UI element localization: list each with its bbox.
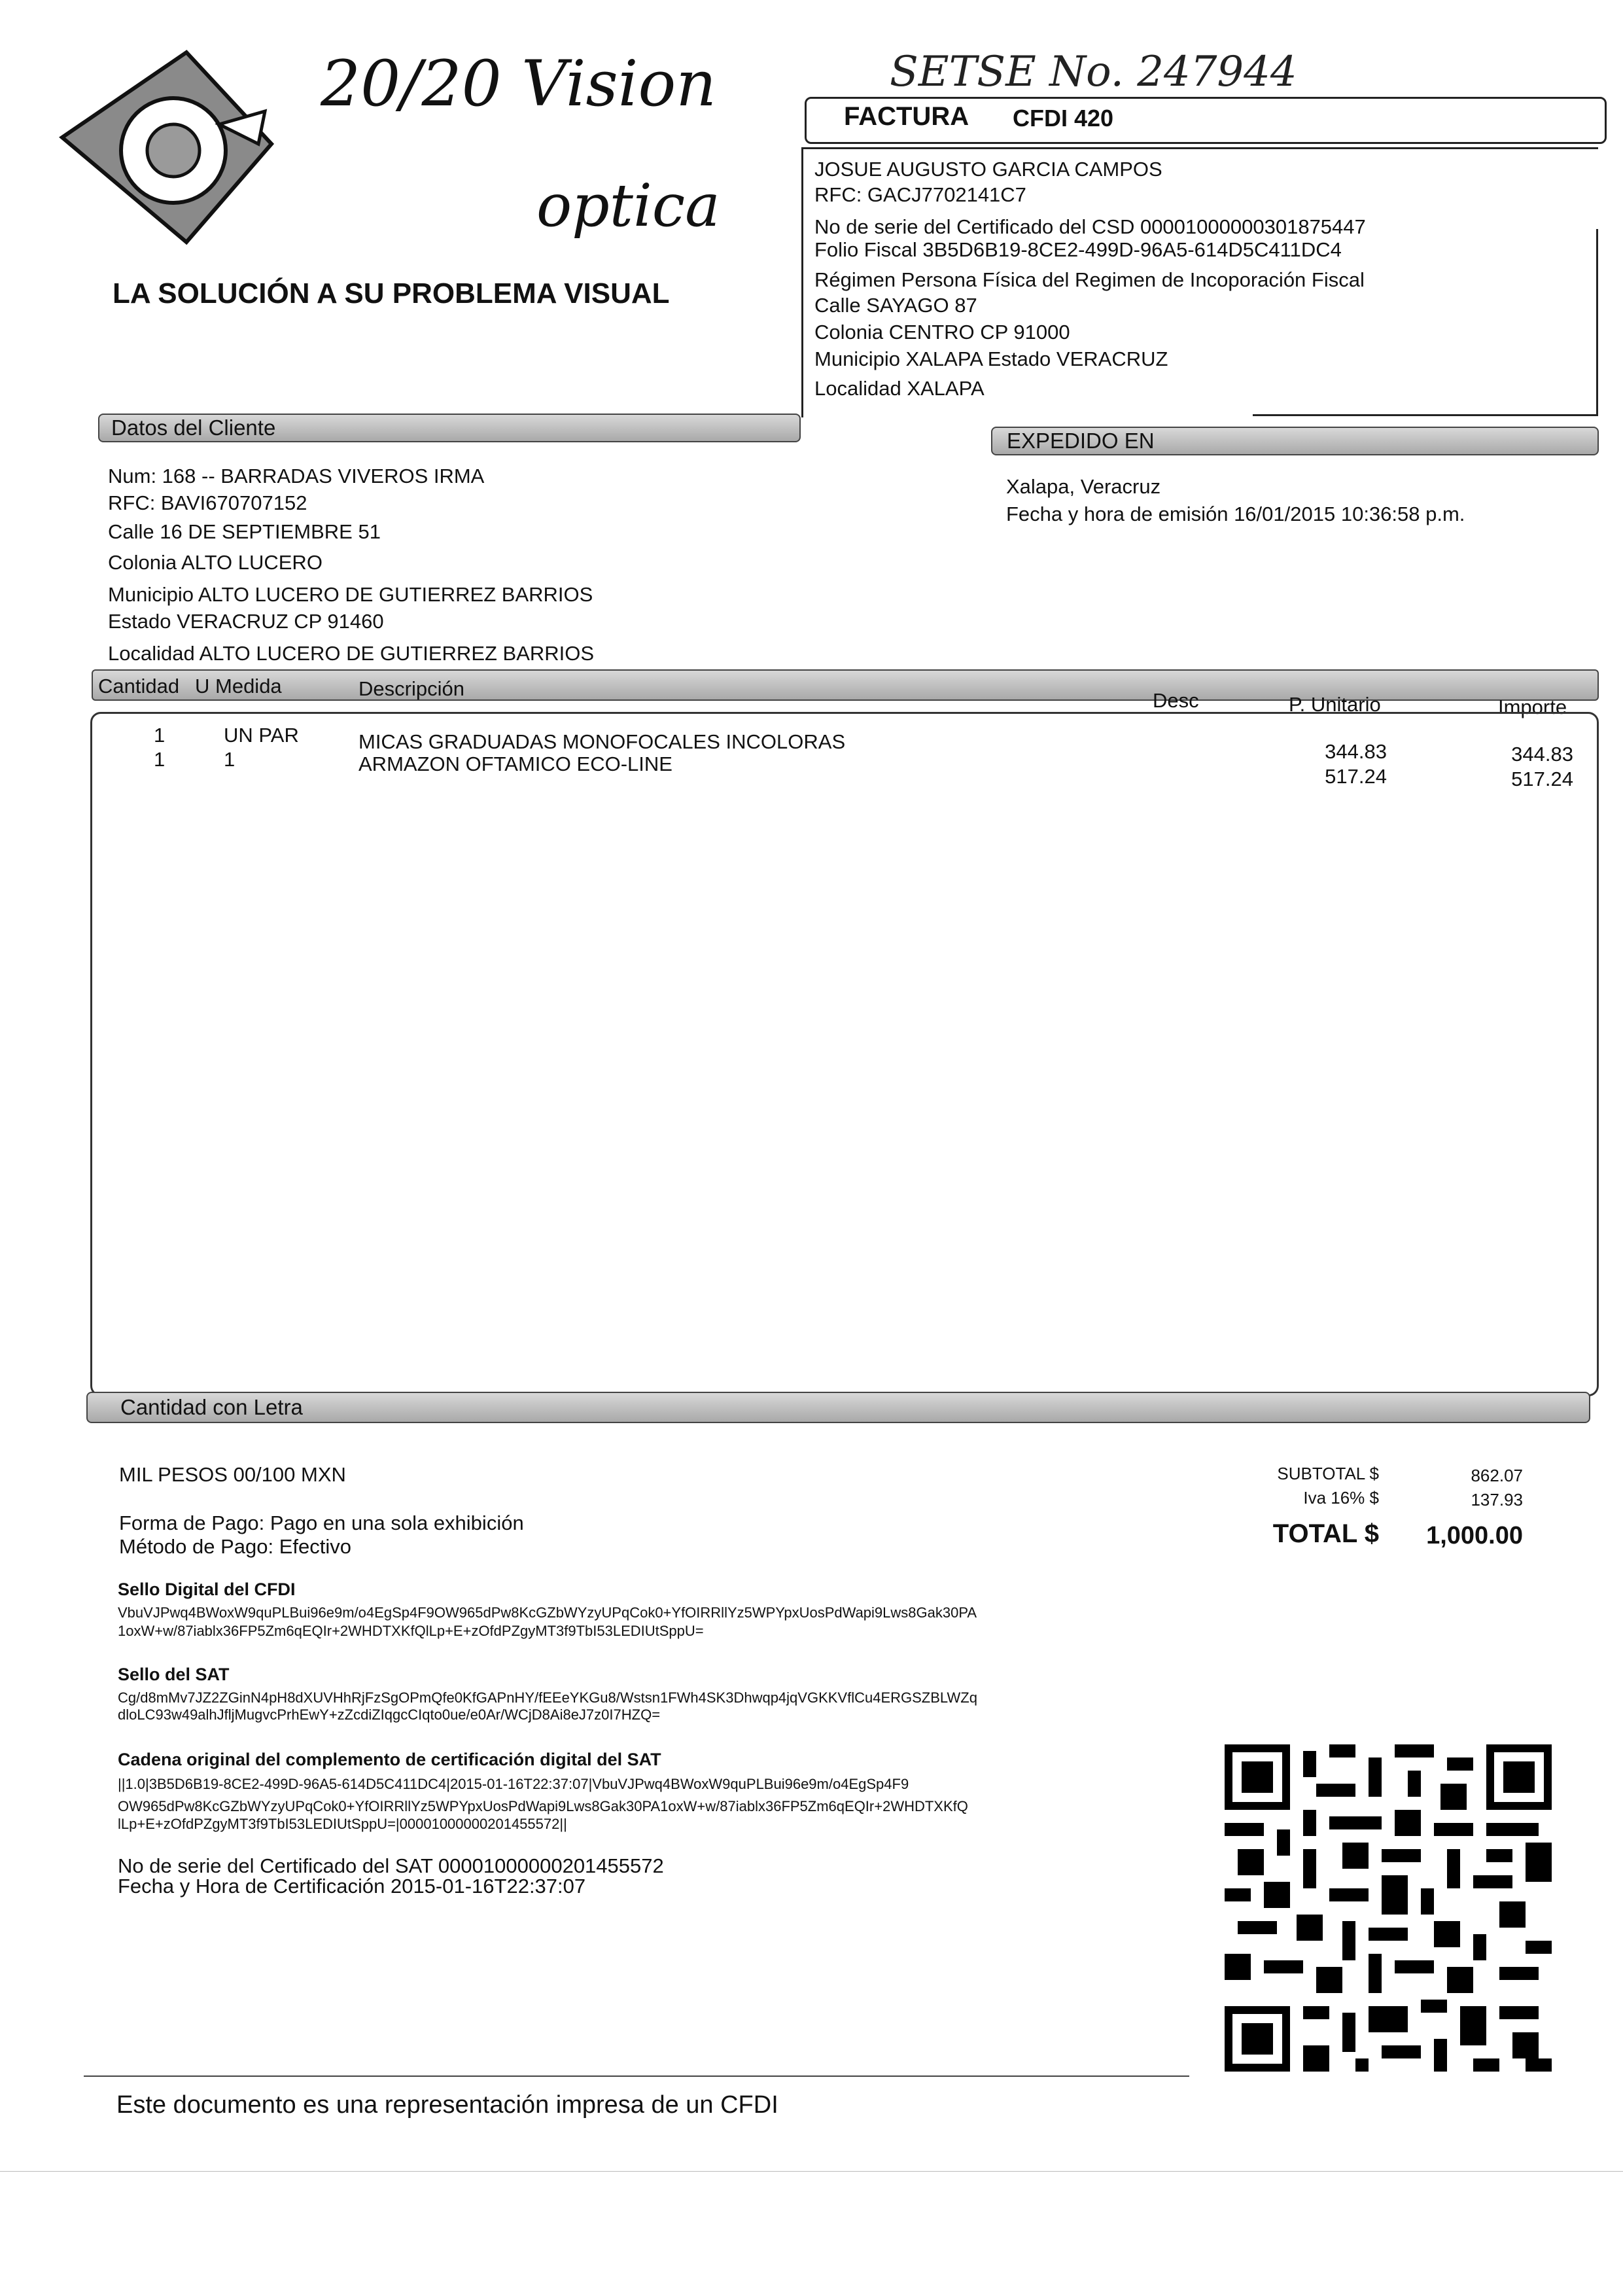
issuer-rfc: RFC: GACJ7702141C7 (814, 183, 1026, 206)
cert-serie: No de serie del Certificado del SAT 00001000000201455572 (118, 1854, 664, 1877)
client-num: Num: 168 -- BARRADAS VIVEROS IRMA (108, 465, 485, 487)
row1-importe: 344.83 (1511, 743, 1573, 766)
sello-cfdi-line1: VbuVJPwq4BWoxW9quPLBui96e9m/o4EgSp4F9OW965dPw8KcGZbWYzyUPqCok0+YfOIRRllYz5WPYpxUosPdWapi9Lws8Gak30PA (118, 1604, 977, 1621)
row2-descripcion: ARMAZON OFTAMICO ECO-LINE (358, 752, 672, 775)
client-rfc: RFC: BAVI670707152 (108, 491, 307, 514)
col-desc: Desc (1153, 689, 1199, 712)
issuer-colonia: Colonia CENTRO CP 91000 (814, 321, 1070, 344)
expedido-title: EXPEDIDO EN (1007, 429, 1155, 453)
col-punitario: P. Unitario (1289, 693, 1381, 716)
col-cantidad: Cantidad (98, 675, 180, 698)
footer-divider (84, 2075, 1189, 2077)
issuer-folio: Folio Fiscal 3B5D6B19-8CE2-499D-96A5-614D5C411DC4 (814, 238, 1342, 261)
sello-cfdi-line2: 1oxW+w/87iablx36FP5Zm6qEQIr+2WHDTXKfQlLp+E+zOfdPZgyMT3f9TbI53LEDIUtSppU= (118, 1623, 704, 1639)
row1-punitario: 344.83 (1325, 740, 1387, 763)
client-localidad: Localidad ALTO LUCERO DE GUTIERREZ BARRIOS (108, 642, 595, 665)
total-label: TOTAL $ (1272, 1519, 1379, 1548)
issuer-name: JOSUE AUGUSTO GARCIA CAMPOS (814, 158, 1162, 181)
client-section-bar (98, 414, 801, 442)
footer-text: Este documento es una representación impresa de un CFDI (116, 2091, 778, 2119)
row2-importe: 517.24 (1511, 768, 1573, 790)
amount-words-bar (86, 1392, 1590, 1423)
amount-words-title: Cantidad con Letra (120, 1395, 303, 1419)
row1-umedida: UN PAR (224, 724, 299, 747)
client-calle: Calle 16 DE SEPTIEMBRE 51 (108, 520, 381, 543)
expedido-section-bar (991, 427, 1599, 455)
row2-umedida: 1 (224, 748, 236, 771)
col-importe: Importe (1498, 696, 1567, 718)
issuer-csd: No de serie del Certificado del CSD 00001000000301875447 (814, 215, 1366, 238)
row1-cantidad: 1 (154, 724, 166, 747)
sello-cfdi-title: Sello Digital del CFDI (118, 1580, 296, 1599)
payment-metodo: Método de Pago: Efectivo (119, 1535, 352, 1558)
client-section-title: Datos del Cliente (111, 415, 276, 440)
sello-sat-line2: dloLC93w49alhJfljMugvcPrhEwY+zZcdiZIqgcCIqto0ue/e0Ar/WCjD8Ai8eJ7z0I7HZQ= (118, 1706, 661, 1723)
issuer-regimen: Régimen Persona Física del Regimen de Incoporación Fiscal (814, 268, 1365, 291)
cadena-title: Cadena original del complemento de certificación digital del SAT (118, 1750, 661, 1769)
subtotal-value: 862.07 (1471, 1466, 1523, 1485)
cadena-line1: ||1.0|3B5D6B19-8CE2-499D-96A5-614D5C411DC4|2015-01-16T22:37:07|VbuVJPwq4BWoxW9quPLBui96e9m/o4EgSp4F9 (118, 1776, 909, 1792)
brand-name: 20/20 Vision (321, 47, 717, 120)
cert-fecha: Fecha y Hora de Certificación 2015-01-16T22:37:07 (118, 1875, 586, 1898)
payment-forma: Forma de Pago: Pago en una sola exhibición (119, 1511, 524, 1534)
issuer-box-right-edge (1596, 229, 1598, 415)
iva-label: Iva 16% $ (1303, 1488, 1379, 1508)
factura-label: FACTURA (844, 102, 969, 131)
row2-cantidad: 1 (154, 748, 166, 771)
amount-words-text: MIL PESOS 00/100 MXN (119, 1463, 346, 1486)
client-municipio: Municipio ALTO LUCERO DE GUTIERREZ BARRIOS (108, 583, 593, 606)
col-descripcion: Descripción (358, 677, 464, 700)
cfdi-number: CFDI 420 (1013, 105, 1114, 132)
col-umedida: U Medida (195, 675, 282, 698)
items-table-body (90, 712, 1599, 1396)
row1-descripcion: MICAS GRADUADAS MONOFOCALES INCOLORAS (358, 730, 846, 753)
row2-punitario: 517.24 (1325, 765, 1387, 788)
subtotal-label: SUBTOTAL $ (1277, 1464, 1379, 1483)
issuer-calle: Calle SAYAGO 87 (814, 294, 977, 317)
page-edge-line (0, 2171, 1623, 2172)
cadena-line3: lLp+E+zOfdPZgyMT3f9TbI53LEDIUtSppU=|00001000000201455572|| (118, 1816, 567, 1832)
eye-logo-icon (56, 46, 330, 255)
total-value: 1,000.00 (1426, 1522, 1523, 1549)
issuer-localidad: Localidad XALAPA (814, 377, 985, 400)
issuer-box-bottom-edge (1253, 414, 1598, 416)
iva-value: 137.93 (1471, 1490, 1523, 1510)
expedido-fecha: Fecha y hora de emisión 16/01/2015 10:36:58 p.m. (1006, 503, 1465, 525)
client-estado: Estado VERACRUZ CP 91460 (108, 610, 384, 633)
qr-code-icon (1225, 1744, 1552, 2072)
client-colonia: Colonia ALTO LUCERO (108, 551, 323, 574)
handwritten-note: SETSE No. 247944 (890, 48, 1297, 96)
cadena-line2: OW965dPw8KcGZbWYzyUPqCok0+YfOIRRllYz5WPYpxUosPdWapi9Lws8Gak30PA1oxW+w/87iablx36FP5Zm6qEQIr+2WHDTXKfQ (118, 1798, 968, 1814)
sello-sat-line1: Cg/d8mMv7JZ2ZGinN4pH8dXUVHhRjFzSgOPmQfe0KfGAPnHY/fEEeYKGu8/Wstsn1FWh4SK3Dhwqp4jqVGKKVflCu4ERGSZBLWZq (118, 1689, 977, 1706)
issuer-municipio: Municipio XALAPA Estado VERACRUZ (814, 347, 1168, 370)
slogan: LA SOLUCIÓN A SU PROBLEMA VISUAL (113, 277, 670, 309)
sello-sat-title: Sello del SAT (118, 1665, 230, 1684)
brand-subtitle: optica (536, 171, 720, 240)
expedido-place: Xalapa, Veracruz (1006, 475, 1161, 498)
